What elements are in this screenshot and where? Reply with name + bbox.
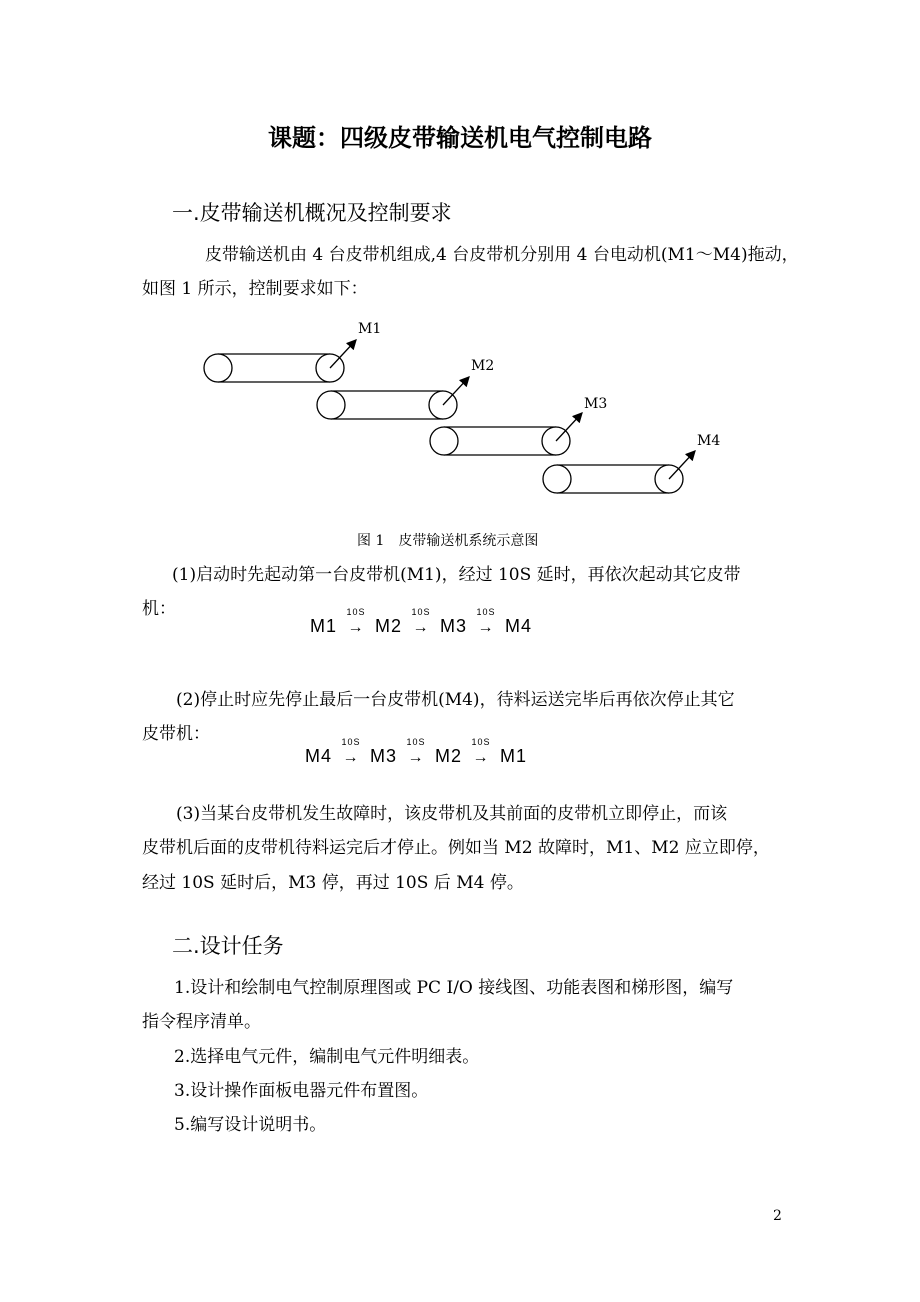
delay-arrow: 10S → — [406, 737, 426, 766]
conveyor-diagram — [0, 0, 920, 560]
motor-label-m3: M3 — [584, 396, 608, 412]
req3-line1: (3)当某台皮带机发生故障时，该皮带机及其前面的皮带机立即停止，而该 — [176, 804, 728, 824]
belt-1 — [204, 340, 356, 382]
start-sequence — [310, 607, 533, 637]
seq-motor: M1 — [310, 616, 338, 636]
delay-arrow: 10S → — [471, 737, 491, 766]
belt-3 — [430, 413, 582, 455]
seq-motor: M3 — [440, 616, 468, 636]
stop-sequence — [305, 737, 528, 767]
seq-motor: M1 — [500, 746, 528, 766]
page-number: 2 — [773, 1208, 782, 1224]
section1-heading: 一.皮带输送机概况及控制要求 — [172, 201, 452, 225]
seq-motor: M4 — [505, 616, 533, 636]
belt-4 — [543, 451, 695, 493]
belt-2 — [317, 377, 469, 419]
section2-heading: 二.设计任务 — [172, 934, 284, 958]
task1-line2: 指令程序清单。 — [142, 1012, 261, 1032]
req1-line1: (1)启动时先起动第一台皮带机(M1)，经过 10S 延时，再依次起动其它皮带 — [172, 565, 741, 585]
req2-line2: 皮带机： — [142, 724, 210, 744]
seq-motor: M2 — [375, 616, 403, 636]
motor-label-m2: M2 — [471, 358, 495, 374]
task1-line1: 1.设计和绘制电气控制原理图或 PC I/O 接线图、功能表图和梯形图，编写 — [174, 978, 734, 998]
figure-caption: 图 1 皮带输送机系统示意图 — [357, 533, 539, 549]
delay-arrow: 10S → — [346, 607, 366, 636]
delay-arrow: 10S → — [341, 737, 361, 766]
seq-motor: M4 — [305, 746, 333, 766]
motor-label-m1: M1 — [358, 321, 382, 337]
req2-line1: (2)停止时应先停止最后一台皮带机(M4)，待料运送完毕后再依次停止其它 — [176, 690, 735, 710]
delay-arrow: 10S → — [411, 607, 431, 636]
page-title: 课题：四级皮带输送机电气控制电路 — [268, 124, 652, 152]
task3: 3.设计操作面板电器元件布置图。 — [174, 1081, 429, 1101]
seq-motor: M2 — [435, 746, 463, 766]
req1-line2: 机： — [142, 599, 176, 619]
delay-arrow: 10S → — [476, 607, 496, 636]
req3-line3: 经过 10S 延时后，M3 停，再过 10S 后 M4 停。 — [142, 873, 524, 893]
task5: 5.编写设计说明书。 — [174, 1115, 327, 1135]
intro-line1: 皮带输送机由 4 台皮带机组成,4 台皮带机分别用 4 台电动机(M1～M4)拖动， — [205, 245, 799, 265]
intro-line2: 如图 1 所示，控制要求如下： — [142, 279, 368, 299]
req3-line2: 皮带机后面的皮带机待料运完后才停止。例如当 M2 故障时，M1、M2 应立即停， — [142, 838, 770, 858]
task2: 2.选择电气元件，编制电气元件明细表。 — [174, 1047, 480, 1067]
seq-motor: M3 — [370, 746, 398, 766]
motor-label-m4: M4 — [697, 433, 721, 449]
